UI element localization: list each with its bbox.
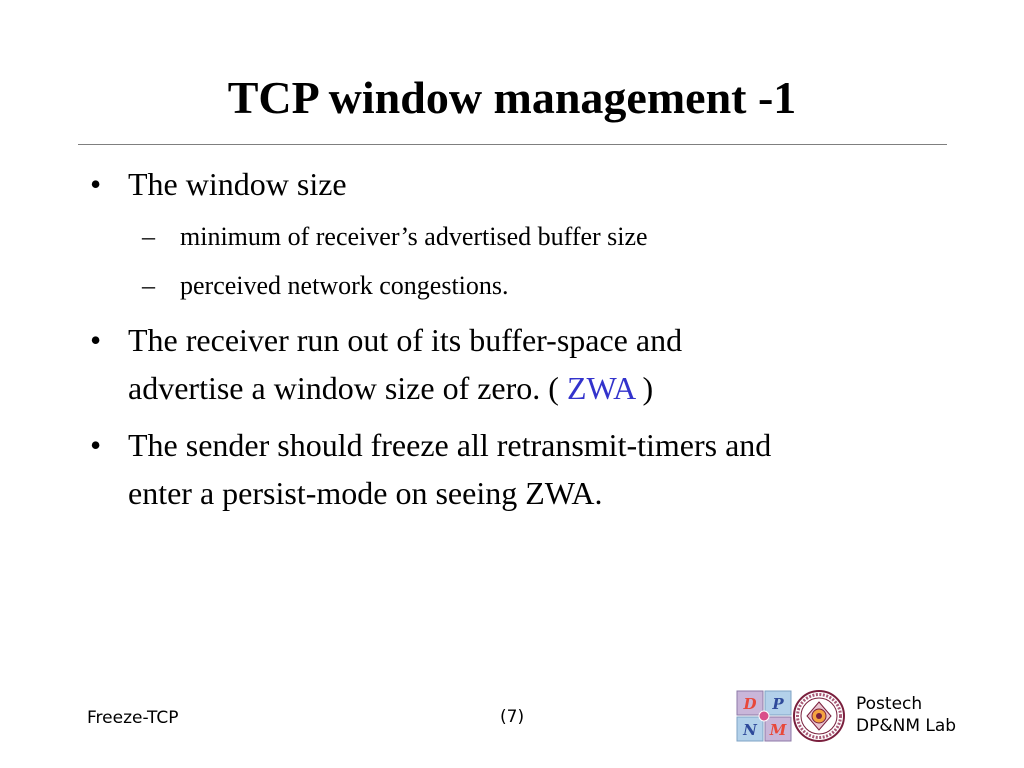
logo-letter-m: M [769, 721, 787, 739]
logo-letter-n: N [743, 721, 757, 739]
bullet-text-line1: The sender should freeze all retransmit-timers and [128, 427, 772, 463]
bullet-text-line2-post: ) [634, 370, 654, 406]
dpnm-logo [736, 690, 792, 742]
bullet-marker: • [90, 166, 102, 202]
sub-marker: – [142, 222, 155, 251]
lab-name [856, 693, 956, 737]
bullet-marker: • [90, 322, 102, 358]
slide-title: TCP window management -1 [227, 72, 797, 123]
sub-marker: – [142, 271, 155, 300]
sub-text: perceived network congestions. [180, 271, 509, 300]
zwa-highlight: ZWA [566, 370, 635, 406]
footer-title: Freeze-TCP [87, 708, 179, 728]
bullet-text-line1: The receiver run out of its buffer-space and [128, 322, 683, 358]
lab-name-line2: DP&NM Lab [856, 716, 957, 736]
logo-letter-d: D [743, 695, 757, 713]
sub-text: minimum of receiver’s advertised buffer size [180, 222, 648, 251]
bullet-text: The window size [128, 166, 347, 202]
bullet-marker: • [90, 427, 102, 463]
page-number: (7) [500, 707, 525, 727]
bullet-text-line2-pre: advertise a window size of zero. ( [128, 370, 567, 406]
university-seal-logo [793, 690, 845, 742]
bullet-text-line2: enter a persist-mode on seeing ZWA. [128, 475, 603, 511]
lab-name-line1: Postech [856, 694, 923, 714]
title-divider [78, 144, 947, 145]
bullet-text-line2 [128, 364, 653, 412]
logo-letter-p: P [772, 695, 784, 713]
